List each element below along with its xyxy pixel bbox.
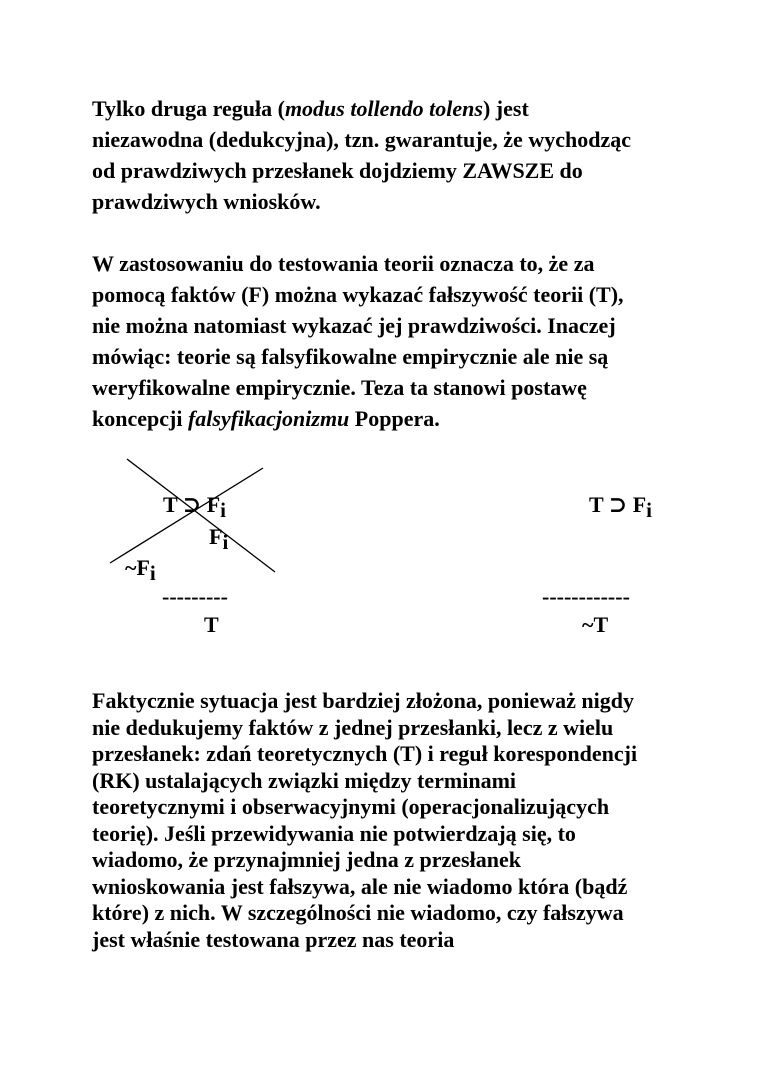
text-line: pomocą faktów (F) można wykazać fałszywość teorii (T),: [92, 282, 624, 307]
conclusion: ~T: [582, 612, 609, 637]
premise-fact: Fi: [209, 524, 229, 554]
text-line: jest właśnie testowana przez nas teoria: [92, 926, 455, 952]
text-line: wiadomo, że przynajmniej jedna z przesłanek: [92, 847, 521, 872]
paragraph-complex-situation: [92, 688, 732, 953]
text-line: nie można natomiast wykazać jej prawdziwości. Inaczej: [92, 313, 616, 338]
text-line: mówiąc: teorie są falsyfikowalne empirycznie ale nie są: [92, 344, 609, 369]
text-line: W zastosowaniu do testowania teorii oznacza to, że za: [92, 251, 595, 276]
text-line: Faktycznie sytuacja jest bardziej złożona, ponieważ nigdy: [92, 688, 634, 713]
premise-implication: T ⊃ Fi: [163, 492, 226, 522]
inference-separator: ---------: [162, 584, 228, 609]
text-line: koncepcji falsyfikacjonizmu Poppera.: [92, 406, 440, 431]
negated-fact: ~Fi: [125, 555, 156, 585]
text-line: wnioskowania jest fałszywa, ale nie wiadomo która (bądź: [92, 873, 628, 899]
text-line: weryfikowalne empirycznie. Teza ta stanowi postawę: [92, 375, 587, 400]
text-line: nie dedukujemy faktów z jednej przesłanki, lecz z wielu: [92, 714, 614, 740]
text-line: od prawdziwych przesłanek dojdziemy ZAWSZE do: [92, 158, 583, 183]
text-line: prawdziwych wniosków.: [92, 189, 321, 214]
conclusion: T: [204, 612, 219, 637]
text-line: które) z nich. W szczególności nie wiadomo, czy fałszywa: [92, 900, 624, 925]
latin-term: modus tollendo tolens: [284, 96, 483, 121]
text-line: niezawodna (dedukcyjna), tzn. gwarantuje, że wychodząc: [92, 127, 631, 152]
inference-separator: ------------: [542, 584, 630, 609]
text-line: teoretycznymi i obserwacyjnymi (operacjonalizujących: [92, 794, 610, 819]
text-line: przesłanek: zdań teoretycznych (T) i reguł korespondencji: [92, 741, 638, 766]
premise-implication: T ⊃ Fi: [589, 492, 652, 522]
text-line: Tylko druga reguła (modus tollendo tolens) jest: [92, 96, 529, 121]
text-line: teorię). Jeśli przewidywania nie potwierdzają się, to: [92, 820, 576, 846]
term-falsificationism: falsyfikacjonizmu: [187, 406, 350, 431]
text-line: (RK) ustalających związki między terminami: [92, 767, 517, 793]
